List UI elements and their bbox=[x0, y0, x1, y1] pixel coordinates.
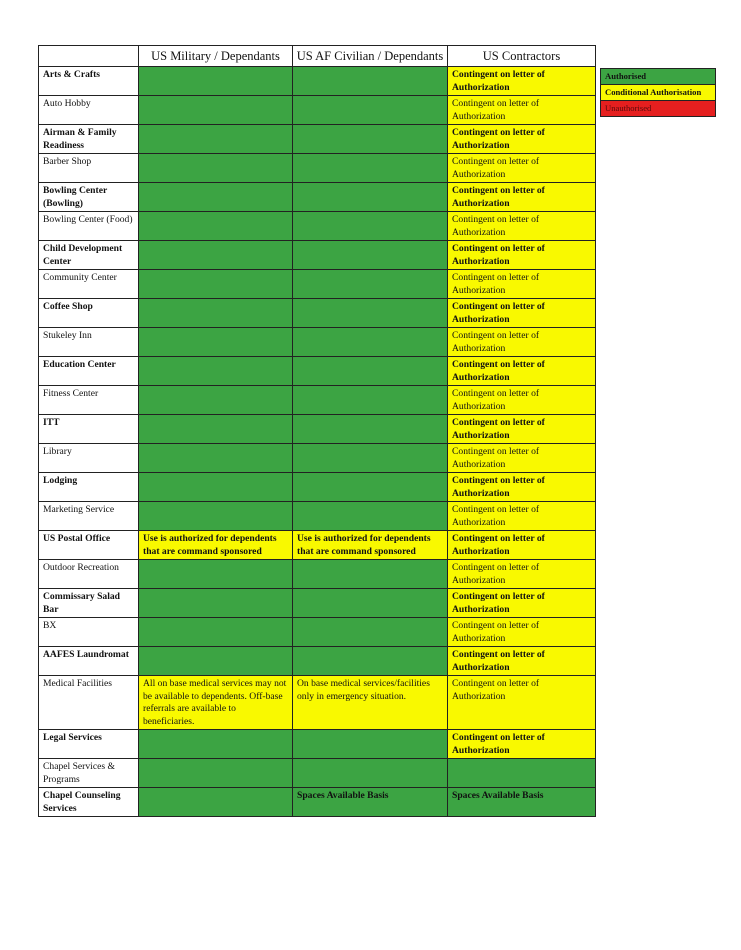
cell-military: Use is authorized for dependents that are command sponsored bbox=[139, 531, 293, 560]
cell-military bbox=[139, 647, 293, 676]
row-label: Fitness Center bbox=[39, 386, 139, 415]
cell-contractors: Contingent on letter of Authorization bbox=[448, 212, 596, 241]
row-label: Bowling Center (Food) bbox=[39, 212, 139, 241]
cell-civilian bbox=[293, 125, 448, 154]
legend-unauthorised: Unauthorised bbox=[601, 101, 715, 116]
cell-military bbox=[139, 444, 293, 473]
cell-contractors: Contingent on letter of Authorization bbox=[448, 357, 596, 386]
cell-civilian bbox=[293, 618, 448, 647]
cell-military bbox=[139, 299, 293, 328]
cell-civilian bbox=[293, 241, 448, 270]
legend-conditional: Conditional Authorisation bbox=[601, 85, 715, 101]
table-row bbox=[39, 357, 596, 386]
cell-military bbox=[139, 328, 293, 357]
row-label: Education Center bbox=[39, 357, 139, 386]
table-row bbox=[39, 759, 596, 788]
cell-civilian bbox=[293, 67, 448, 96]
cell-military bbox=[139, 67, 293, 96]
row-label: Auto Hobby bbox=[39, 96, 139, 125]
cell-civilian bbox=[293, 444, 448, 473]
cell-contractors: Contingent on letter of Authorization bbox=[448, 444, 596, 473]
row-label: Lodging bbox=[39, 473, 139, 502]
table-row bbox=[39, 212, 596, 241]
cell-contractors: Contingent on letter of Authorization bbox=[448, 560, 596, 589]
cell-contractors: Contingent on letter of Authorization bbox=[448, 676, 596, 730]
cell-contractors: Contingent on letter of Authorization bbox=[448, 96, 596, 125]
header-row bbox=[39, 46, 596, 67]
row-label: Marketing Service bbox=[39, 502, 139, 531]
table-row bbox=[39, 415, 596, 444]
row-label: Stukeley Inn bbox=[39, 328, 139, 357]
cell-civilian bbox=[293, 357, 448, 386]
table-row bbox=[39, 241, 596, 270]
cell-military bbox=[139, 618, 293, 647]
row-label: Community Center bbox=[39, 270, 139, 299]
cell-civilian bbox=[293, 502, 448, 531]
cell-contractors: Contingent on letter of Authorization bbox=[448, 299, 596, 328]
table-row bbox=[39, 386, 596, 415]
row-label: Medical Facilities bbox=[39, 676, 139, 730]
table-row bbox=[39, 730, 596, 759]
table-row bbox=[39, 531, 596, 560]
table-row bbox=[39, 647, 596, 676]
cell-military bbox=[139, 154, 293, 183]
row-label: Child Development Center bbox=[39, 241, 139, 270]
row-label: Barber Shop bbox=[39, 154, 139, 183]
header-military: US Military / Dependants bbox=[139, 46, 293, 67]
table-row bbox=[39, 299, 596, 328]
cell-military bbox=[139, 759, 293, 788]
header-civilian: US AF Civilian / Dependants bbox=[293, 46, 448, 67]
cell-contractors: Contingent on letter of Authorization bbox=[448, 730, 596, 759]
cell-civilian: On base medical services/facilities only in emergency situation. bbox=[293, 676, 448, 730]
cell-contractors: Contingent on letter of Authorization bbox=[448, 531, 596, 560]
cell-contractors: Contingent on letter of Authorization bbox=[448, 589, 596, 618]
cell-civilian bbox=[293, 96, 448, 125]
row-label: Coffee Shop bbox=[39, 299, 139, 328]
cell-military bbox=[139, 96, 293, 125]
cell-contractors: Contingent on letter of Authorization bbox=[448, 328, 596, 357]
cell-civilian bbox=[293, 183, 448, 212]
row-label: Legal Services bbox=[39, 730, 139, 759]
cell-civilian bbox=[293, 299, 448, 328]
cell-contractors: Contingent on letter of Authorization bbox=[448, 241, 596, 270]
table-row bbox=[39, 618, 596, 647]
cell-civilian bbox=[293, 328, 448, 357]
header-corner bbox=[39, 46, 139, 67]
table-row bbox=[39, 328, 596, 357]
row-label: US Postal Office bbox=[39, 531, 139, 560]
cell-contractors: Contingent on letter of Authorization bbox=[448, 183, 596, 212]
cell-civilian: Use is authorized for dependents that are command sponsored bbox=[293, 531, 448, 560]
cell-civilian: Spaces Available Basis bbox=[293, 788, 448, 817]
cell-military bbox=[139, 473, 293, 502]
table-row bbox=[39, 676, 596, 730]
cell-military bbox=[139, 415, 293, 444]
cell-contractors: Contingent on letter of Authorization bbox=[448, 386, 596, 415]
cell-contractors: Contingent on letter of Authorization bbox=[448, 502, 596, 531]
cell-civilian bbox=[293, 212, 448, 241]
table-row bbox=[39, 270, 596, 299]
row-label: BX bbox=[39, 618, 139, 647]
table-row bbox=[39, 125, 596, 154]
cell-military bbox=[139, 125, 293, 154]
cell-civilian bbox=[293, 415, 448, 444]
row-label: Chapel Counseling Services bbox=[39, 788, 139, 817]
cell-civilian bbox=[293, 270, 448, 299]
cell-military bbox=[139, 386, 293, 415]
cell-military bbox=[139, 357, 293, 386]
row-label: Commissary Salad Bar bbox=[39, 589, 139, 618]
cell-contractors: Contingent on letter of Authorization bbox=[448, 618, 596, 647]
cell-military: All on base medical services may not be available to dependents. Off-base referrals are available to beneficiaries. bbox=[139, 676, 293, 730]
row-label: Bowling Center (Bowling) bbox=[39, 183, 139, 212]
cell-civilian bbox=[293, 759, 448, 788]
cell-contractors bbox=[448, 759, 596, 788]
cell-contractors: Contingent on letter of Authorization bbox=[448, 415, 596, 444]
cell-civilian bbox=[293, 589, 448, 618]
table-row bbox=[39, 560, 596, 589]
table-row bbox=[39, 67, 596, 96]
color-legend bbox=[600, 68, 716, 117]
cell-contractors: Contingent on letter of Authorization bbox=[448, 67, 596, 96]
row-label: AAFES Laundromat bbox=[39, 647, 139, 676]
row-label: Arts & Crafts bbox=[39, 67, 139, 96]
header-contractors: US Contractors bbox=[448, 46, 596, 67]
cell-military bbox=[139, 212, 293, 241]
cell-military bbox=[139, 241, 293, 270]
table-row bbox=[39, 473, 596, 502]
cell-contractors: Contingent on letter of Authorization bbox=[448, 647, 596, 676]
cell-civilian bbox=[293, 730, 448, 759]
cell-military bbox=[139, 270, 293, 299]
table-row bbox=[39, 154, 596, 183]
cell-contractors: Contingent on letter of Authorization bbox=[448, 473, 596, 502]
row-label: Outdoor Recreation bbox=[39, 560, 139, 589]
cell-civilian bbox=[293, 647, 448, 676]
cell-civilian bbox=[293, 154, 448, 183]
cell-civilian bbox=[293, 560, 448, 589]
legend-authorised: Authorised bbox=[601, 69, 715, 85]
table-row bbox=[39, 502, 596, 531]
cell-military bbox=[139, 183, 293, 212]
row-label: Library bbox=[39, 444, 139, 473]
cell-contractors: Contingent on letter of Authorization bbox=[448, 270, 596, 299]
table-row bbox=[39, 183, 596, 212]
cell-civilian bbox=[293, 386, 448, 415]
cell-military bbox=[139, 730, 293, 759]
cell-contractors: Contingent on letter of Authorization bbox=[448, 125, 596, 154]
cell-military bbox=[139, 589, 293, 618]
services-authorization-table bbox=[38, 45, 596, 817]
cell-contractors: Spaces Available Basis bbox=[448, 788, 596, 817]
table-row bbox=[39, 788, 596, 817]
cell-civilian bbox=[293, 473, 448, 502]
cell-contractors: Contingent on letter of Authorization bbox=[448, 154, 596, 183]
cell-military bbox=[139, 788, 293, 817]
cell-military bbox=[139, 560, 293, 589]
table-row bbox=[39, 589, 596, 618]
cell-military bbox=[139, 502, 293, 531]
row-label: Chapel Services & Programs bbox=[39, 759, 139, 788]
row-label: Airman & Family Readiness bbox=[39, 125, 139, 154]
row-label: ITT bbox=[39, 415, 139, 444]
table-row bbox=[39, 444, 596, 473]
table-row bbox=[39, 96, 596, 125]
